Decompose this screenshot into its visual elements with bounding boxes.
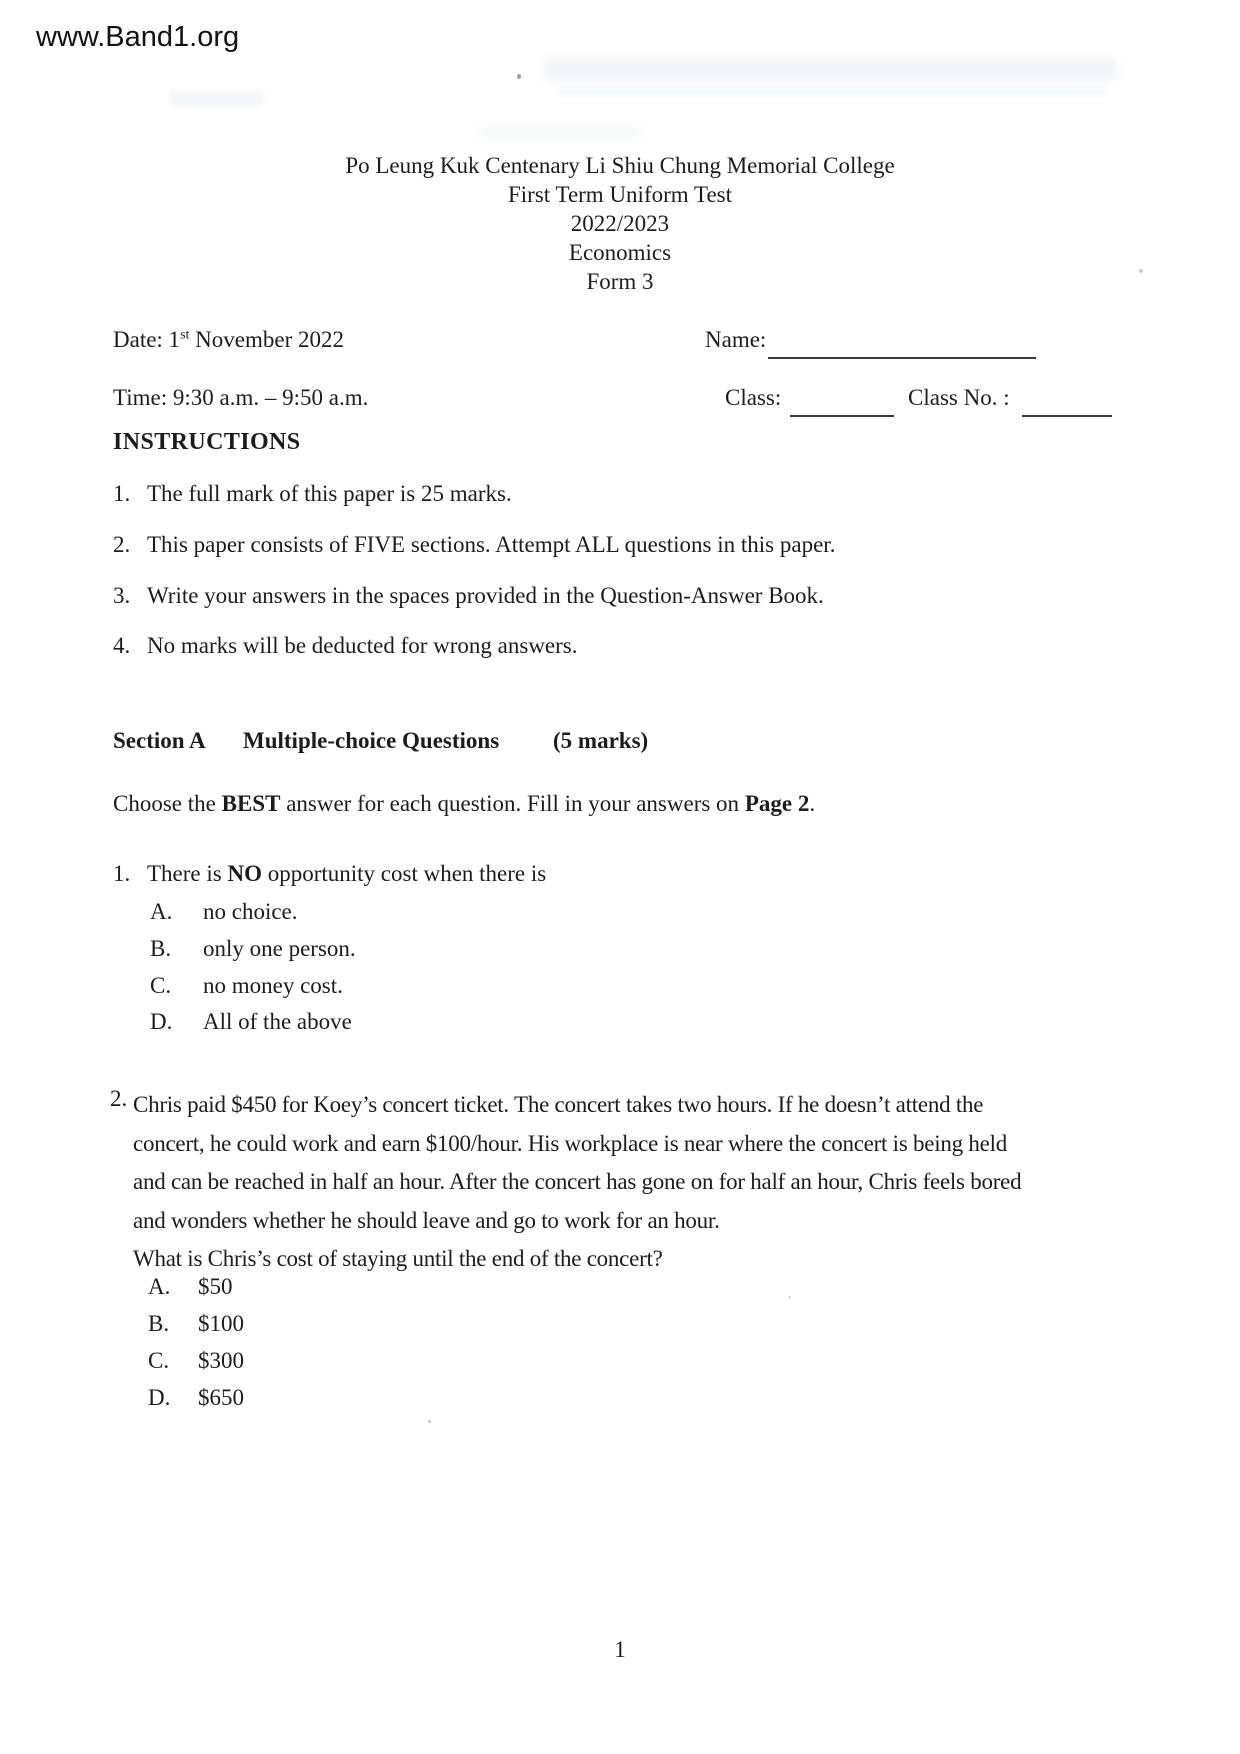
instruction-number: 3.: [113, 583, 131, 608]
intro-bold-best: BEST: [221, 791, 281, 816]
question-stem-bold: NO: [227, 861, 262, 886]
instruction-item: [113, 581, 824, 611]
section-title: Multiple-choice Questions: [243, 728, 500, 753]
option-text: no money cost.: [203, 973, 343, 998]
test-name: First Term Uniform Test: [507, 182, 732, 207]
option-text: $650: [198, 1385, 244, 1410]
watermark-text: www.Band1.org: [36, 21, 240, 53]
stem-line: What is Chris’s cost of staying until the end of the concert?: [133, 1246, 663, 1271]
option-text: $100: [198, 1311, 244, 1336]
form-level: Form 3: [586, 269, 654, 294]
option-row: [150, 899, 298, 925]
question-2-stem: [133, 1086, 1021, 1279]
question-stem-text: There is: [147, 861, 228, 886]
class-no-blank-line: [1022, 415, 1112, 417]
option-letter: C.: [148, 1348, 170, 1373]
option-letter: B.: [150, 936, 172, 961]
option-row: [150, 973, 343, 999]
stem-line: and wonders whether he should leave and go to work for an hour.: [133, 1207, 720, 1233]
intro-bold-page: Page 2: [744, 791, 810, 816]
intro-text: answer for each question. Fill in your answers on: [280, 791, 745, 816]
stem-line: Chris paid $450 for Koey’s concert ticket. The concert takes two hours. If he doesn’t attend the: [133, 1092, 984, 1117]
scan-artifact: [170, 90, 263, 107]
option-letter: B.: [148, 1311, 170, 1336]
scan-speck: [428, 1420, 431, 1423]
instruction-text: Write your answers in the spaces provided in the Question-Answer Book.: [147, 583, 824, 608]
date-ordinal-superscript: st: [180, 327, 190, 343]
question-number: 1.: [113, 861, 131, 886]
school-year: 2022/2023: [570, 211, 670, 236]
option-row: [148, 1274, 233, 1300]
option-letter: D.: [148, 1385, 171, 1410]
section-label: Section A: [113, 728, 206, 753]
time-label: Time: 9:30 a.m. – 9:50 a.m.: [113, 385, 369, 410]
option-letter: C.: [150, 973, 172, 998]
scan-artifact: [480, 124, 640, 140]
question-number: 2.: [110, 1086, 128, 1111]
scan-speck: [788, 1296, 791, 1299]
instruction-number: 4.: [113, 633, 131, 658]
school-name: Po Leung Kuk Centenary Li Shiu Chung Memorial College: [345, 153, 895, 178]
option-row: [148, 1385, 244, 1411]
option-text: All of the above: [203, 1009, 352, 1034]
instruction-number: 1.: [113, 481, 131, 506]
class-no-label: Class No. :: [908, 385, 1010, 410]
option-letter: A.: [148, 1274, 171, 1299]
question-1-stem: [113, 861, 546, 887]
option-letter: A.: [150, 899, 173, 924]
section-intro: [113, 791, 815, 817]
instruction-text: The full mark of this paper is 25 marks.: [147, 481, 512, 506]
title-block: [0, 151, 1240, 296]
option-row: [150, 936, 356, 962]
instructions-heading: INSTRUCTIONS: [113, 429, 301, 455]
option-row: [148, 1311, 244, 1337]
scan-speck: [517, 74, 521, 79]
date-label: [113, 325, 344, 355]
option-letter: D.: [150, 1009, 173, 1034]
instruction-item: [113, 631, 578, 661]
scan-artifact: [558, 88, 1106, 96]
option-text: $300: [198, 1348, 244, 1373]
date-text-rest: November 2022: [189, 327, 344, 352]
class-blank-line: [790, 415, 894, 417]
instruction-number: 2.: [113, 532, 131, 557]
stem-line: and can be reached in half an hour. After the concert has gone on for half an hour, Chris feels bored: [133, 1169, 1022, 1194]
instruction-text: This paper consists of FIVE sections. Attempt ALL questions in this paper.: [147, 532, 836, 557]
name-label: Name:: [705, 327, 767, 352]
name-blank-line: [768, 357, 1036, 359]
option-text: $50: [198, 1274, 233, 1299]
subject-name: Economics: [568, 240, 672, 265]
instruction-item: [113, 530, 835, 560]
option-row: [150, 1009, 352, 1035]
instruction-text: No marks will be deducted for wrong answers.: [147, 633, 578, 658]
date-text: Date: 1: [113, 327, 181, 352]
intro-text: .: [809, 791, 816, 816]
instruction-item: [113, 479, 512, 509]
scan-artifact: [543, 58, 1118, 82]
intro-text: Choose the: [113, 791, 222, 816]
option-text: no choice.: [203, 899, 298, 924]
class-label: Class:: [725, 385, 782, 410]
page-number: 1: [614, 1637, 626, 1662]
stem-line: concert, he could work and earn $100/hour. His workplace is near where the concert is being held: [133, 1130, 1007, 1156]
option-row: [148, 1348, 244, 1374]
option-text: only one person.: [203, 936, 356, 961]
section-marks: (5 marks): [553, 728, 649, 753]
question-stem-text: opportunity cost when there is: [261, 861, 547, 886]
